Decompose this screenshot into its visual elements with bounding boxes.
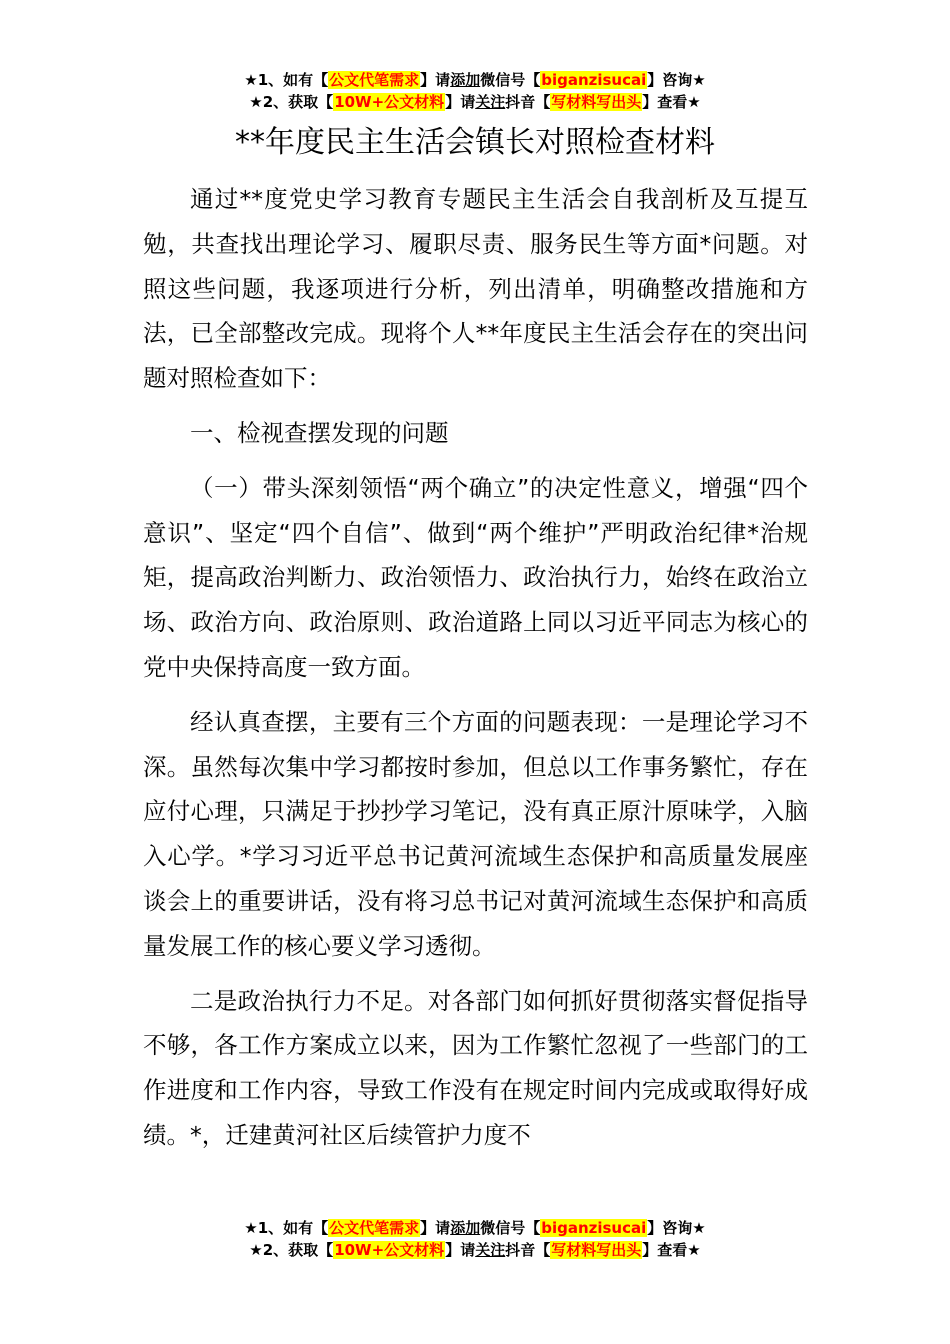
- banner-highlight: 公文代笔需求: [329, 71, 420, 89]
- paragraph-intro: 通过**度党史学习教育专题民主生活会自我剖析及互提互勉，共查找出理论学习、履职尽责、服务民生等方面*问题。对照这些问题，我逐项进行分析，列出清单，明确整改措施和方法，已全部整改完成。现将个人**年度民主生活会存在的突出问题对照检查如下：: [143, 185, 808, 393]
- banner-text: 抖音【: [505, 1241, 551, 1259]
- banner-text: 抖音【: [505, 93, 551, 111]
- banner-wechat-id: biganzisucai: [541, 71, 647, 89]
- banner-emphasis: 关注: [475, 93, 506, 111]
- banner-text: ★2、获取【: [249, 1241, 334, 1259]
- banner-text: 微信号【: [480, 71, 541, 89]
- banner-highlight: 写材料写出头: [551, 93, 642, 111]
- banner-text: 】咨询★: [647, 71, 706, 89]
- banner-line-2: [0, 1239, 950, 1261]
- banner-text: ★1、如有【: [244, 1219, 329, 1237]
- banner-emphasis: 关注: [475, 1241, 506, 1259]
- banner-text: 】咨询★: [647, 1219, 706, 1237]
- banner-text: 】请: [420, 1219, 451, 1237]
- section-heading: 一、检视查摆发现的问题: [190, 418, 449, 447]
- banner-text: 】请: [420, 71, 451, 89]
- banner-text: 微信号【: [480, 1219, 541, 1237]
- banner-emphasis: 添加: [450, 71, 481, 89]
- banner-text: 】请: [445, 1241, 476, 1259]
- banner-wechat-id: biganzisucai: [541, 1219, 647, 1237]
- paragraph-problem-2: 二是政治执行力不足。对各部门如何抓好贯彻落实督促指导不够，各工作方案成立以来，因为工作繁忙忽视了一些部门的工作进度和工作内容，导致工作没有在规定时间内完成或取得好成绩。*，迁建黄河社区后续管护力度不: [143, 986, 808, 1149]
- document-body: [143, 177, 808, 1158]
- banner-emphasis: 添加: [450, 1219, 481, 1237]
- footer-banner: [0, 1217, 950, 1261]
- banner-text: ★2、获取【: [249, 93, 334, 111]
- banner-line-2: [0, 91, 950, 113]
- banner-line-1: [0, 69, 950, 91]
- header-banner: [0, 69, 950, 113]
- paragraph-problem-1: 经认真查摆，主要有三个方面的问题表现：一是理论学习不深。虽然每次集中学习都按时参加，但总以工作事务繁忙，存在应付心理，只满足于抄抄学习笔记，没有真正原汁原味学，入脑入心学。*学习习近平总书记黄河流域生态保护和高质量发展座谈会上的重要讲话，没有将习总书记对黄河流域生态保护和高质量发展工作的核心要义学习透彻。: [143, 707, 808, 960]
- banner-text: ★1、如有【: [244, 71, 329, 89]
- banner-text: 】查看★: [642, 1241, 701, 1259]
- document-title: **年度民主生活会镇长对照检查材料: [235, 125, 715, 160]
- banner-highlight: 写材料写出头: [551, 1241, 642, 1259]
- banner-line-1: [0, 1217, 950, 1239]
- banner-text: 】查看★: [642, 93, 701, 111]
- banner-text: 】请: [445, 93, 476, 111]
- paragraph-subsection-1: （一）带头深刻领悟“两个确立”的决定性意义，增强“四个意识”、坚定“四个自信”、做到“两个维护”严明政治纪律*治规矩，提高政治判断力、政治领悟力、政治执行力，始终在政治立场、政治方向、政治原则、政治道路上同以习近平同志为核心的党中央保持高度一致方面。: [143, 473, 808, 681]
- banner-highlight: 10W+公文材料: [334, 1241, 445, 1259]
- banner-highlight: 公文代笔需求: [329, 1219, 420, 1237]
- banner-highlight: 10W+公文材料: [334, 93, 445, 111]
